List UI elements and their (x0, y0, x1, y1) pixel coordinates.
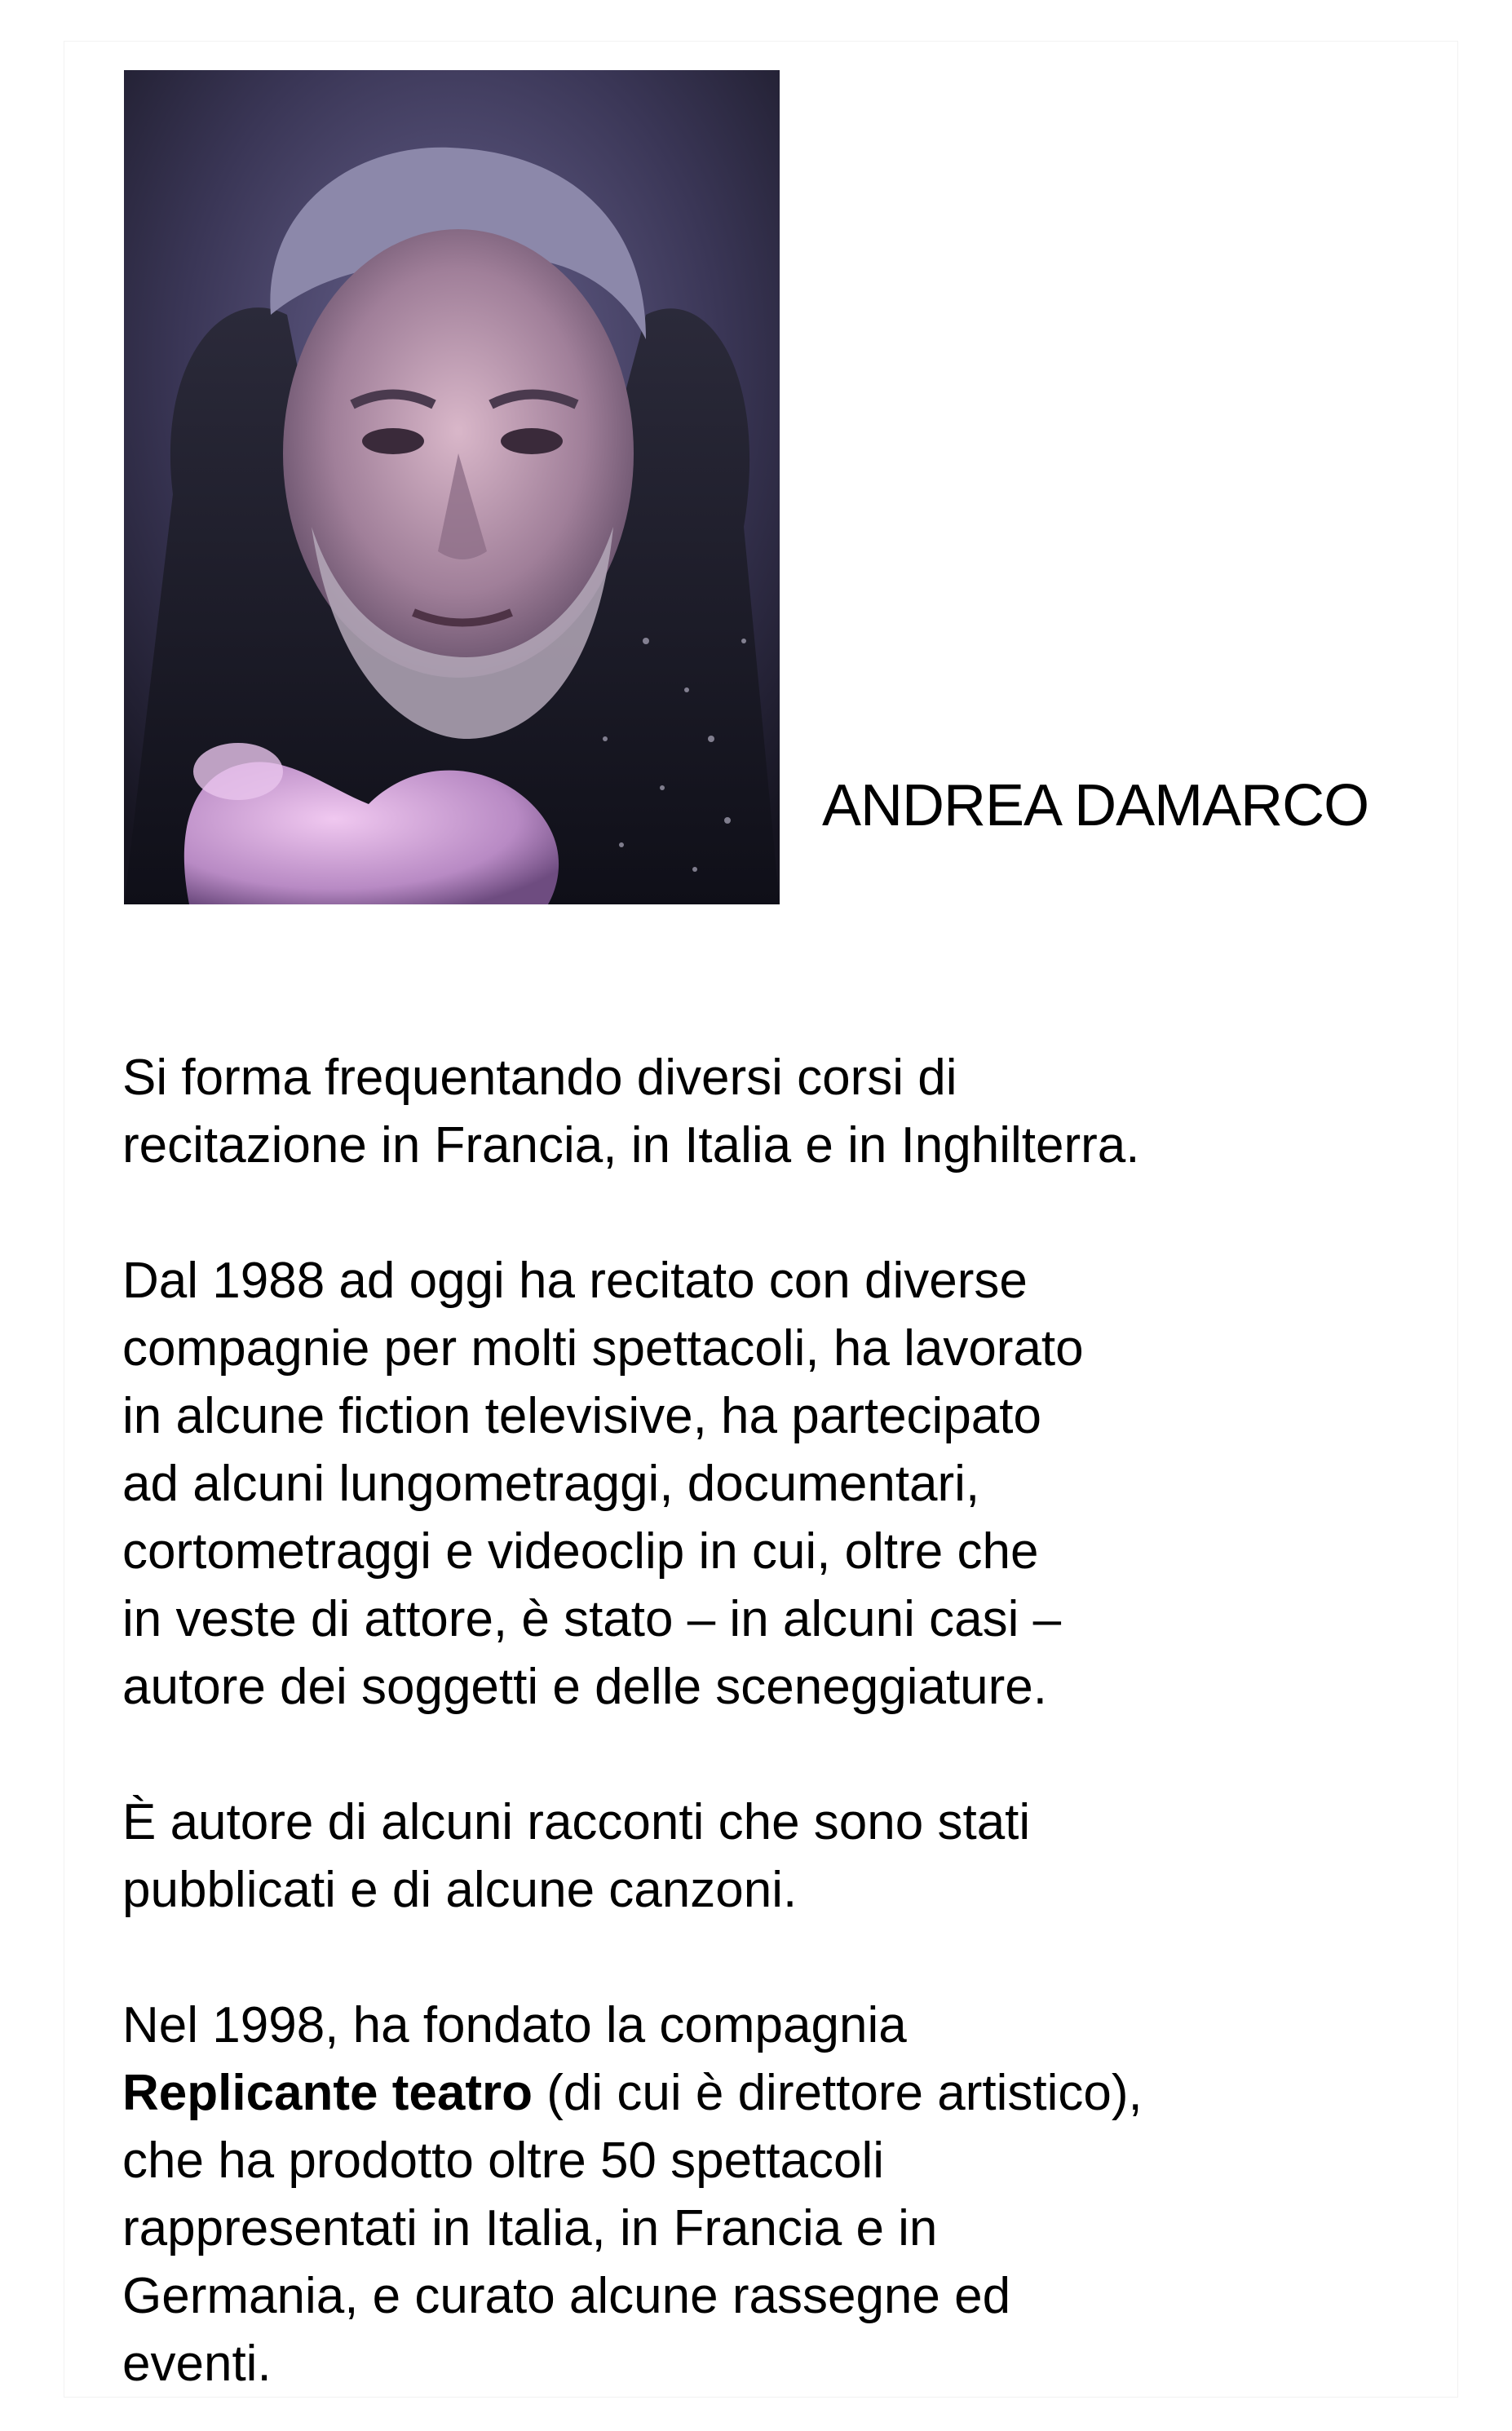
bio-line: in veste di attore, è stato – in alcuni casi – (122, 1591, 1062, 1647)
bio-line: autore dei soggetti e delle sceneggiature. (122, 1659, 1048, 1715)
bio-paragraph-company (122, 1991, 1427, 2398)
bio-line: È autore di alcuni racconti che sono stati (122, 1794, 1031, 1850)
bio-line: che ha prodotto oltre 50 spettacoli (122, 2133, 885, 2189)
bio-paragraph-training (122, 1044, 1427, 1179)
person-name: ANDREA DAMARCO (822, 773, 1369, 838)
bio-line-rest: (di cui è direttore artistico), (533, 2065, 1143, 2121)
bio-paragraph-career (122, 1247, 1427, 1721)
bio-line: ad alcuni lungometraggi, documentari, (122, 1456, 980, 1512)
bio-line: compagnie per molti spettacoli, ha lavorato (122, 1320, 1084, 1377)
portrait-photo-icon (124, 70, 780, 904)
bio-line: pubblicati e di alcune canzoni. (122, 1862, 798, 1918)
company-name: Replicante teatro (122, 2065, 533, 2121)
bio-line: rappresentati in Italia, in Francia e in (122, 2200, 938, 2256)
biography-text (122, 1044, 1427, 2398)
bio-line: Germania, e curato alcune rassegne ed (122, 2268, 1011, 2324)
portrait-photo (124, 70, 780, 904)
bio-line: eventi. (122, 2336, 272, 2392)
bio-line: in alcune fiction televisive, ha partecipato (122, 1388, 1041, 1444)
bio-line: Dal 1988 ad oggi ha recitato con diverse (122, 1253, 1028, 1309)
bio-paragraph-writing (122, 1788, 1427, 1924)
bio-line: recitazione in Francia, in Italia e in Inghilterra. (122, 1117, 1140, 1174)
bio-line (122, 2059, 1427, 2127)
bio-line: cortometraggi e videoclip in cui, oltre che (122, 1523, 1039, 1580)
bio-line: Si forma frequentando diversi corsi di (122, 1050, 957, 1106)
bio-line: Nel 1998, ha fondato la compagnia (122, 1997, 907, 2053)
